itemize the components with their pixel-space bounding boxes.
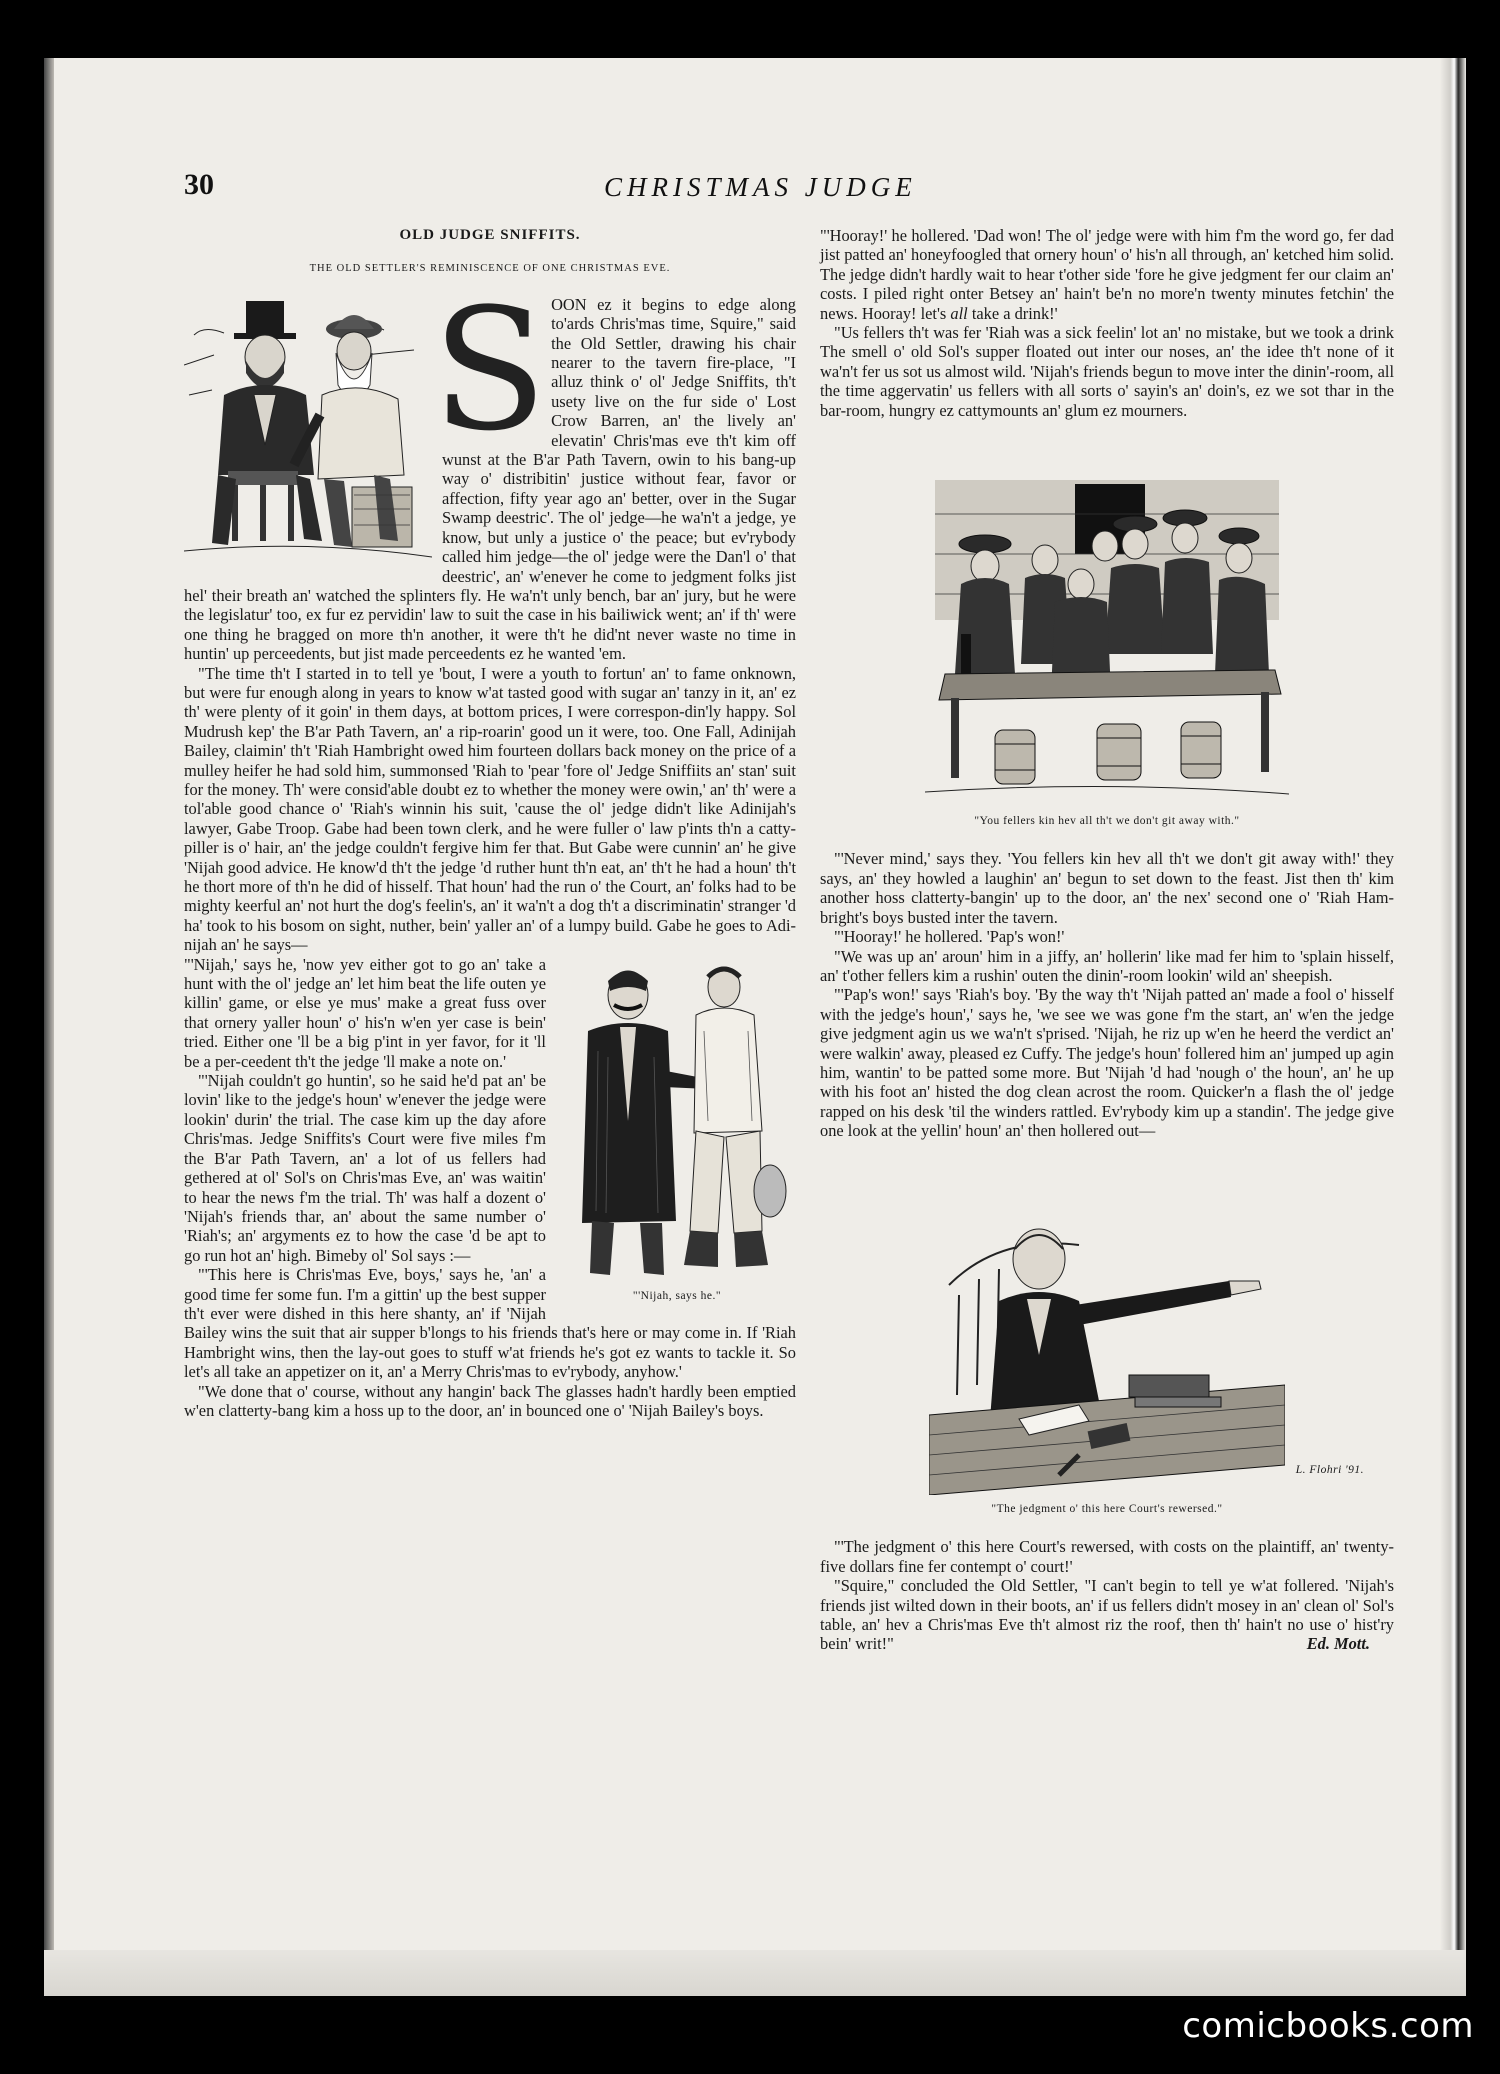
judge-pointing-drawing <box>929 1205 1285 1495</box>
tavern-illustration <box>820 474 1394 831</box>
page-bottom-strip <box>44 1950 1466 1996</box>
paragraph-2: "The time th't I started in to tell ye 'bout, I were a youth to fortun' an' to fame onknown, but were fur enough along in years to know w'at tasted good with sugar an' tanzy in it, an' ez th' were plenty of it goin' in them days, at bottom prices, I were correspon-din'ly happy. Sol Mudrush kep' the B'ar Path Tavern, an' a rip-roarin' good un it were, too. One Fall, Adinijah Bailey, claimin' th't 'Riah Hambright owed him fourteen dollars back money on the price of a mulley heifer he had sold him, summonsed 'Riah to 'pear 'fore ol' Jedge Sniffiits an' stan' suit for the money. Th' were consid'able doubt ez to whether the money were owin,' an' th' were a tol'able good chance o' 'Riah's winnin his suit, 'cause the ol' jedge didn't like Adinijah's lawyer, Gabe Troop. Gabe had been town clerk, and he were fuller o' law p'ints th'n a catty-piller is o' hair, an' the jedge couldn't fergive him fer that. But Gabe were cunnin' an' he give 'Nijah good advice. He know'd th't the jedge 'd ruther hunt th'n eat, an' th't he had a houn' th't he thort more of th'n he did of hisself. That houn' had the run o' the Court, an' folks had to be mighty keerful an' not hurt the dog's feelin's, an' it wa'n't a dog th't a discriminatin' stranger 'd ha' took to his bosom on sight, nuther, bein' yaller an' of a lumpy build. Gabe he goes to Adi-nijah an' he says— <box>184 663 796 955</box>
tavern-table-drawing <box>925 474 1289 806</box>
two-men-standing-drawing <box>558 961 796 1281</box>
paragraph-11: "We was up an' aroun' him in a jiffy, an' hollerin' like mad fer him to 'splain hisself, an' t'other fellers kim a rushin' outen the dinin'-room lookin' wild an' sheepish. <box>820 946 1394 985</box>
paragraph-3: "'Nijah,' says he, 'now yev either got to go an' take a hunt with the ol' jedge an' let him beat the life outen ye killin' game, or else ye mus' make a great fuss over that ornery yaller houn' o' his'n w'en yer case is bein' tried. Either one 'll be a big p'int in yer favor, for it 'll be a per-ceedent th't the jedge 'll make a note on.' <box>184 954 546 1071</box>
paragraph-6: "We done that o' course, without any hangin' back The glasses hadn't hardly been emptied w'en clatterty-bang kim a hoss up to the door, an' in bounced one o' 'Nijah Bailey's boys. <box>184 1381 796 1420</box>
page-left-edge <box>44 58 54 1996</box>
paragraph-10: "'Hooray!' he hollered. 'Pap's won!' <box>834 927 1065 947</box>
paragraph-5: "'This here is Chris'mas Eve, boys,' says he, 'an' a good time fer some fun. I'm a gittin' up the best supper th't ever were dished in this here shanty, an' if 'Nijah Bailey wins the suit that air supper b'longs to his friends that's here or may come in. If 'Riah Hambright wins, then the lay-out goes to stuff w'at friends he's got ez wants to tackle it. So let's all take an appetizer on it, an' a Merry Chris'mas to ev'rybody, anyhow.' <box>184 1265 796 1382</box>
judge-caption: "The jedgment o' this here Court's rewersed." <box>991 1502 1223 1515</box>
paragraph-14 <box>820 1576 1394 1654</box>
right-column <box>820 226 1394 1654</box>
paragraph-7-text-b: take a drink!' <box>967 303 1058 323</box>
judge-illustration <box>820 1205 1394 1520</box>
paragraph-7 <box>820 226 1394 323</box>
running-title: CHRISTMAS JUDGE <box>604 172 917 202</box>
site-watermark: comicbooks.com <box>1182 2006 1474 2046</box>
page-header <box>44 168 1466 208</box>
artist-signature: L. Flohri '91. <box>1295 1463 1364 1476</box>
paragraph-7-emphasis: all <box>950 303 968 323</box>
paragraph-7-text-a: "'Hooray!' he hollered. 'Dad won! The ol' jedge were with him f'm the word go, fer dad jist patted an' honeyfoogled that ornery houn' o' his'n all through, an' ketched him solid. The jedge didn't hardly wait to hear t'other side 'fore he give jedgment fer our claim an' costs. I piled right onter Betsey an' hain't be'n no more'n twenty minutes fetchin' the news. Hooray! let's <box>820 226 1394 323</box>
paragraph-14-text: "Squire," concluded the Old Settler, "I can't begin to tell ye w'at follered. 'Nijah's friends jist wilted down in their boots, an' if us fellers didn't mosey in an' clean ol' Sol's table, an' hev a Chris'mas Eve th't almost riz the roof, then th' hain't no use o' hist'ry bein' writ!" <box>820 1576 1394 1654</box>
article-subtitle: THE OLD SETTLER'S REMINISCENCE OF ONE CHRISTMAS EVE. <box>309 263 671 275</box>
settlers-illustration <box>184 295 432 563</box>
nijah-illustration <box>558 961 796 1306</box>
paragraph-9: "'Never mind,' says they. 'You fellers kin hev all th't we don't git away with!' they says, an' they howled a laughin' an' begun to set down to the feast. Jist then th' kim another hoss clatterty-bangin' up to the door, an' the nex' second one o' 'Riah Ham-bright's boys busted inter the tavern. <box>820 849 1394 927</box>
paragraph-13: "'The jedgment o' this here Court's rewersed, with costs on the plaintiff, an' twenty-five dollars fine fer contempt o' court!' <box>820 1537 1394 1576</box>
magazine-page <box>44 58 1466 1996</box>
page-number: 30 <box>184 168 214 201</box>
paragraph-12: "'Pap's won!' says 'Riah's boy. 'By the way th't 'Nijah patted an' made a fool o' hisself with the jedge's houn',' says he, 'we see we was gone f'm the start, an' w'en the jedge give jedgment agin us we wa'n't s'prised. 'Nijah, he riz up w'en he heerd the verdict an' were walkin' away, pleased ez Cuffy. The jedge's houn' follered him an' jumped up agin him, wantin' to be patted some more. But 'Nijah 'd had 'nough o' the houn', an' he up with his foot an' histed the dog clean acrost the room. Quicker'n a flash the ol' jedge rapped on his desk 'til the winders rattled. Ev'rybody kim up a standin'. The jedge give one look at the yellin' houn' an' then hollered out— <box>820 985 1394 1141</box>
two-men-sitting-drawing <box>184 295 432 563</box>
paragraph-1: OON ez it begins to edge along to'ards Chris'mas time, Squire," said the Old Settler, drawing his chair nearer to the tavern fire-place, "I alluz think o' ol' Jedge Sniffits, th't usety live on the fur side o' Lost Crow Barren, an' the lively an' elevatin' Chris'mas eve th't kim off wunst at the B'ar Path Tavern, owin to his bang-up way o' distribitin' justice without fear, favor or affection, fifty year ago an' better, over in the Sugar Swamp deestric'. The ol' jedge—he wa'n't a jedge, ye know, but unly a justice o' the peace; but ev'rybody called him jedge—the ol' jedge were the Dan'l o' that deestric', an' w'enever he come to jedgment folks jist hel' their breath an' watched the splinters fly. He wa'n't unly bench, bar an' jury, but he were the legislatur' too, ex fur ez pervidin' law to suit the case in his bailiwick went; an' if th' were one thing he bragged on more th'n another, it were th't he did'nt never waste no time in huntin' up perceedents, but jist made perceedents ez he wanted 'em. <box>184 294 796 664</box>
tavern-caption: "You fellers kin hev all th't we don't git away with." <box>974 815 1240 828</box>
drop-cap: S <box>432 271 548 468</box>
author-signature: Ed. Mott. <box>1306 1634 1370 1654</box>
paragraph-4: "'Nijah couldn't go huntin', so he said he'd pat an' be lovin' like to the jedge's houn' w'enever the jedge were lookin' durin' the trial. The case kim up the day afore Chris'mas. Jedge Sniffits's Court were five miles f'm the B'ar Path Tavern, an' a lot of us fellers had gethered at ol' Sol's on Chris'mas Eve, an' was waitin' to hear the news f'm the trial. Th' was half a dozent o' 'Nijah's friends thar, an' about the same number o' 'Riah's; an' argyments ez to how the case 'd be apt to go run hot an' high. Bimeby ol' Sol says :— <box>184 1071 546 1265</box>
article-title: OLD JUDGE SNIFFITS. <box>399 227 581 243</box>
page-right-edge <box>1440 58 1466 1996</box>
left-column <box>184 226 796 1420</box>
paragraph-8: "Us fellers th't was fer 'Riah was a sick feelin' lot an' no mistake, but we took a drink The smell o' old Sol's supper floated out inter our noses, an' the idee th't none of it wa'n't fer us sot us almost wild. 'Nijah's friends begun to move inter the dinin'-room, all the time aggervatin' us fellers with all sorts o' sayin's an' doin's, ez we sot thar in the bar-room, hungry ez cattymounts an' glum ez mourners. <box>820 323 1394 420</box>
nijah-caption: "'Nijah, says he." <box>632 1289 722 1302</box>
